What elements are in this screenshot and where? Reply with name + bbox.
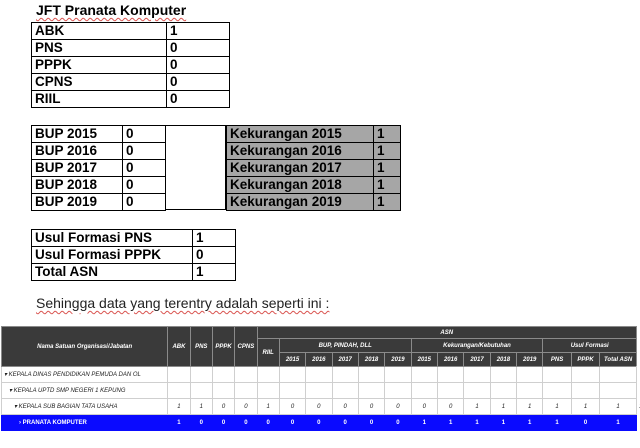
kekurangan-year-header: 2018	[490, 353, 516, 367]
table-cell: 1	[517, 399, 543, 415]
table-cell: 1	[257, 399, 279, 415]
table-cell: 0	[437, 399, 463, 415]
col-header-asn: ASN	[257, 327, 636, 339]
table-cell: 1	[168, 415, 190, 431]
kekurangan-row	[227, 177, 401, 194]
col-header-kekurangan: Kekurangan/Kebutuhan	[411, 339, 543, 353]
usul-label: Usul Formasi PPPK	[32, 247, 193, 264]
summary-row	[32, 91, 230, 108]
org-name-cell: ▾ KEPALA SUB BAGIAN TATA USAHA	[2, 399, 168, 415]
org-name-cell: › PRANATA KOMPUTER	[2, 415, 168, 431]
bup-row	[32, 143, 166, 160]
table-cell	[411, 367, 437, 383]
table-cell: 0	[306, 415, 332, 431]
summary-label: RIIL	[32, 91, 167, 108]
bup-value: 0	[123, 126, 166, 143]
kekurangan-year-header: 2016	[437, 353, 463, 367]
col-header-pns: PNS	[190, 327, 212, 367]
asn-data-grid	[1, 326, 637, 431]
table-cell	[168, 383, 190, 399]
table-cell	[190, 383, 212, 399]
table-cell: 1	[600, 415, 637, 431]
table-cell	[543, 383, 571, 399]
kekurangan-row	[227, 194, 401, 211]
table-cell: 0	[235, 415, 257, 431]
col-header-riil: RIIL	[257, 339, 279, 367]
summary-value: 0	[167, 40, 230, 57]
table-cell: 1	[464, 399, 490, 415]
table-cell: 1	[490, 399, 516, 415]
col-header-usul: Usul Formasi	[543, 339, 637, 353]
table-cell	[571, 367, 599, 383]
usul-row	[32, 230, 236, 247]
col-header-pppk: PPPK	[212, 327, 234, 367]
page-title: JFT Pranata Komputer	[36, 2, 187, 18]
bup-value: 0	[123, 143, 166, 160]
kekurangan-year-header: 2015	[411, 353, 437, 367]
usul-label: Total ASN	[32, 264, 193, 281]
usul-upppk-header: PPPK	[571, 353, 599, 367]
table-cell: 0	[358, 415, 384, 431]
table-cell: 0	[235, 399, 257, 415]
kekurangan-value: 1	[374, 160, 401, 177]
bup-year-header: 2016	[306, 353, 332, 367]
table-cell: 0	[385, 415, 411, 431]
bup-table	[31, 125, 166, 211]
kekurangan-label: Kekurangan 2016	[227, 143, 374, 160]
bup-value: 0	[123, 194, 166, 211]
kekurangan-year-header: 2017	[464, 353, 490, 367]
summary-row	[32, 57, 230, 74]
table-cell: 1	[600, 399, 637, 415]
table-cell	[490, 367, 516, 383]
table-cell: 0	[385, 399, 411, 415]
summary-label: CPNS	[32, 74, 167, 91]
table-cell	[358, 383, 384, 399]
usul-value: 1	[193, 264, 236, 281]
table-cell: 0	[411, 399, 437, 415]
usul-upns-header: PNS	[543, 353, 571, 367]
table-cell	[332, 383, 358, 399]
kekurangan-value: 1	[374, 177, 401, 194]
summary-value: 0	[167, 91, 230, 108]
bup-label: BUP 2015	[32, 126, 123, 143]
col-header-abk: ABK	[168, 327, 190, 367]
table-cell	[358, 367, 384, 383]
table-cell: 1	[490, 415, 516, 431]
kekurangan-value: 1	[374, 194, 401, 211]
bup-spacer-column	[165, 125, 226, 210]
kekurangan-row	[227, 160, 401, 177]
table-cell	[257, 367, 279, 383]
table-cell: 1	[168, 399, 190, 415]
table-cell: 1	[464, 415, 490, 431]
kekurangan-table	[226, 125, 401, 211]
summary-label: ABK	[32, 23, 167, 40]
col-header-name: Nama Satuan Organisasi/Jabatan	[2, 327, 168, 367]
bup-year-header: 2018	[358, 353, 384, 367]
kekurangan-year-header: 2019	[517, 353, 543, 367]
table-cell	[168, 367, 190, 383]
usul-formasi-table	[31, 229, 236, 281]
table-cell	[190, 367, 212, 383]
kekurangan-label: Kekurangan 2017	[227, 160, 374, 177]
summary-value: 0	[167, 74, 230, 91]
table-cell: 0	[358, 399, 384, 415]
table-cell	[411, 383, 437, 399]
table-cell	[306, 367, 332, 383]
table-cell: 1	[411, 415, 437, 431]
kekurangan-value: 1	[374, 126, 401, 143]
table-cell: 1	[571, 399, 599, 415]
bup-value: 0	[123, 160, 166, 177]
table-cell	[212, 383, 234, 399]
table-cell	[543, 367, 571, 383]
table-cell	[464, 383, 490, 399]
col-header-cpns: CPNS	[235, 327, 257, 367]
bup-label: BUP 2019	[32, 194, 123, 211]
table-cell: 0	[332, 415, 358, 431]
table-cell	[600, 383, 637, 399]
bup-year-header: 2017	[332, 353, 358, 367]
org-name-cell: ▾ KEPALA UPTD SMP NEGERI 1 KEPUNG	[2, 383, 168, 399]
table-cell	[385, 383, 411, 399]
table-cell	[235, 383, 257, 399]
table-cell: 0	[257, 415, 279, 431]
summary-row	[32, 74, 230, 91]
kekurangan-label: Kekurangan 2018	[227, 177, 374, 194]
table-row[interactable]	[2, 415, 637, 431]
table-cell: 1	[543, 399, 571, 415]
usul-total-header: Total ASN	[600, 353, 637, 367]
table-cell	[490, 383, 516, 399]
bup-row	[32, 194, 166, 211]
table-cell	[279, 367, 305, 383]
table-cell: 0	[212, 415, 234, 431]
table-cell: 1	[190, 399, 212, 415]
table-cell	[279, 383, 305, 399]
summary-row	[32, 23, 230, 40]
summary-label: PNS	[32, 40, 167, 57]
table-cell: 0	[190, 415, 212, 431]
table-cell: 0	[212, 399, 234, 415]
bup-value: 0	[123, 177, 166, 194]
table-cell	[235, 367, 257, 383]
table-cell	[517, 367, 543, 383]
table-row[interactable]	[2, 367, 637, 383]
kekurangan-label: Kekurangan 2015	[227, 126, 374, 143]
bup-row	[32, 177, 166, 194]
table-cell: 1	[437, 415, 463, 431]
summary-label: PPPK	[32, 57, 167, 74]
table-cell: 1	[543, 415, 571, 431]
usul-value: 0	[193, 247, 236, 264]
table-cell	[385, 367, 411, 383]
table-cell: 0	[279, 399, 305, 415]
table-cell: 0	[306, 399, 332, 415]
table-cell	[437, 367, 463, 383]
table-cell	[517, 383, 543, 399]
org-name-cell: ▾ KEPALA DINAS PENDIDIKAN PEMUDA DAN OL	[2, 367, 168, 383]
summary-value: 1	[167, 23, 230, 40]
summary-row	[32, 40, 230, 57]
summary-table	[31, 22, 230, 108]
usul-value: 1	[193, 230, 236, 247]
bup-row	[32, 126, 166, 143]
kekurangan-row	[227, 143, 401, 160]
caption-text: Sehingga data yang terentry adalah seperti ini :	[36, 295, 330, 311]
kekurangan-label: Kekurangan 2019	[227, 194, 374, 211]
usul-row	[32, 264, 236, 281]
table-cell	[571, 383, 599, 399]
table-row[interactable]	[2, 383, 637, 399]
table-cell: 0	[279, 415, 305, 431]
table-row[interactable]	[2, 399, 637, 415]
bup-year-header: 2015	[279, 353, 305, 367]
summary-value: 0	[167, 57, 230, 74]
bup-label: BUP 2018	[32, 177, 123, 194]
bup-label: BUP 2016	[32, 143, 123, 160]
usul-row	[32, 247, 236, 264]
col-header-bup: BUP, PINDAH, DLL	[279, 339, 411, 353]
bup-row	[32, 160, 166, 177]
kekurangan-row	[227, 126, 401, 143]
kekurangan-value: 1	[374, 143, 401, 160]
table-cell	[306, 383, 332, 399]
table-cell	[600, 367, 637, 383]
table-cell	[332, 367, 358, 383]
table-cell: 1	[517, 415, 543, 431]
table-cell	[464, 367, 490, 383]
bup-label: BUP 2017	[32, 160, 123, 177]
bup-year-header: 2019	[385, 353, 411, 367]
usul-label: Usul Formasi PNS	[32, 230, 193, 247]
table-cell: 0	[332, 399, 358, 415]
table-cell	[437, 383, 463, 399]
table-cell: 0	[571, 415, 599, 431]
table-cell	[257, 383, 279, 399]
table-cell	[212, 367, 234, 383]
